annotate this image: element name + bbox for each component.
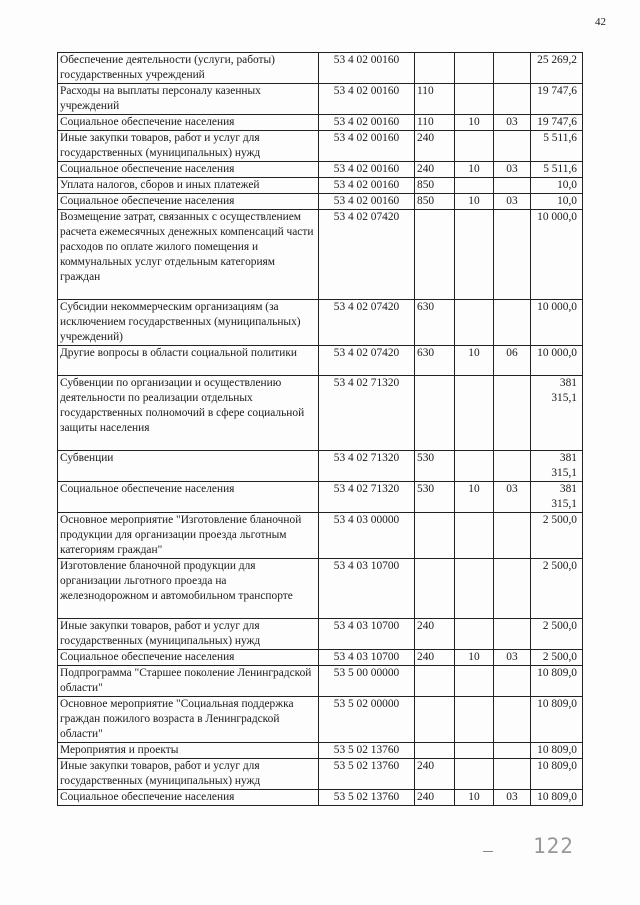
row-vr-cell [415, 513, 455, 559]
row-code-cell: 53 4 03 10700 [319, 619, 415, 650]
row-pr-cell [494, 759, 531, 790]
row-sum-cell: 2 500,0 [531, 619, 583, 650]
row-rz-cell: 10 [455, 790, 494, 806]
row-pr-cell [494, 559, 531, 619]
row-vr-cell: 240 [415, 131, 455, 162]
row-sum-cell: 5 511,6 [531, 131, 583, 162]
row-rz-cell [455, 559, 494, 619]
row-vr-cell: 850 [415, 194, 455, 210]
row-code-cell: 53 4 02 00160 [319, 131, 415, 162]
row-code-cell: 53 4 02 00160 [319, 53, 415, 84]
row-code-cell: 53 5 02 00000 [319, 697, 415, 743]
row-pr-cell [494, 210, 531, 300]
sheet-stamp: 122 [533, 834, 574, 858]
row-pr-cell: 03 [494, 482, 531, 513]
row-vr-cell [415, 559, 455, 619]
row-name-cell: Расходы на выплаты персоналу казенных учреждений [58, 84, 319, 115]
table-row [58, 743, 583, 759]
row-code-cell: 53 4 03 10700 [319, 559, 415, 619]
row-name-cell: Социальное обеспечение населения [58, 162, 319, 178]
table-row [58, 162, 583, 178]
row-vr-cell: 240 [415, 162, 455, 178]
row-name-cell: Субвенции по организации и осуществлению деятельности по реализации отдельных государственных полномочий в сфере социальной защиты населения [58, 376, 319, 451]
row-vr-cell: 110 [415, 115, 455, 131]
row-rz-cell [455, 743, 494, 759]
row-vr-cell [415, 53, 455, 84]
row-sum-cell: 19 747,6 [531, 115, 583, 131]
row-rz-cell [455, 451, 494, 482]
row-vr-cell: 630 [415, 300, 455, 346]
table-row [58, 300, 583, 346]
table-row [58, 451, 583, 482]
row-sum-cell: 381 315,1 [531, 451, 583, 482]
row-name-cell: Социальное обеспечение населения [58, 790, 319, 806]
row-rz-cell [455, 376, 494, 451]
row-code-cell: 53 4 02 07420 [319, 300, 415, 346]
row-code-cell: 53 4 02 71320 [319, 482, 415, 513]
row-sum-cell: 25 269,2 [531, 53, 583, 84]
row-sum-cell: 2 500,0 [531, 650, 583, 666]
row-sum-cell: 10 809,0 [531, 790, 583, 806]
table-row [58, 346, 583, 376]
table-row [58, 759, 583, 790]
table-row [58, 53, 583, 84]
budget-table-body [58, 53, 583, 806]
row-vr-cell: 630 [415, 346, 455, 376]
row-sum-cell: 2 500,0 [531, 559, 583, 619]
row-vr-cell [415, 697, 455, 743]
table-row [58, 210, 583, 300]
row-pr-cell [494, 666, 531, 697]
row-rz-cell: 10 [455, 650, 494, 666]
row-pr-cell: 03 [494, 115, 531, 131]
row-rz-cell [455, 759, 494, 790]
row-name-cell: Подпрограмма "Старшее поколение Ленинградской области" [58, 666, 319, 697]
row-name-cell: Основное мероприятие "Социальная поддержка граждан пожилого возраста в Ленинградской области" [58, 697, 319, 743]
row-code-cell: 53 5 02 13760 [319, 743, 415, 759]
table-row [58, 131, 583, 162]
row-name-cell: Обеспечение деятельности (услуги, работы) государственных учреждений [58, 53, 319, 84]
row-rz-cell: 10 [455, 346, 494, 376]
table-row [58, 482, 583, 513]
row-pr-cell [494, 743, 531, 759]
row-pr-cell [494, 178, 531, 194]
page-number: 42 [595, 16, 606, 28]
row-vr-cell [415, 666, 455, 697]
row-sum-cell: 10,0 [531, 178, 583, 194]
row-name-cell: Основное мероприятие "Изготовление бланочной продукции для организации проезда льготным категориям граждан" [58, 513, 319, 559]
row-code-cell: 53 4 02 00160 [319, 162, 415, 178]
row-name-cell: Иные закупки товаров, работ и услуг для государственных (муниципальных) нужд [58, 131, 319, 162]
row-sum-cell: 10 809,0 [531, 759, 583, 790]
row-code-cell: 53 5 02 13760 [319, 790, 415, 806]
row-code-cell: 53 4 02 00160 [319, 84, 415, 115]
table-row [58, 194, 583, 210]
budget-table [57, 52, 583, 806]
row-sum-cell: 381 315,1 [531, 482, 583, 513]
row-code-cell: 53 4 02 71320 [319, 451, 415, 482]
row-sum-cell: 2 500,0 [531, 513, 583, 559]
row-name-cell: Социальное обеспечение населения [58, 482, 319, 513]
row-name-cell: Мероприятия и проекты [58, 743, 319, 759]
table-row [58, 619, 583, 650]
row-code-cell: 53 5 02 13760 [319, 759, 415, 790]
row-rz-cell [455, 619, 494, 650]
row-name-cell: Другие вопросы в области социальной политики [58, 346, 319, 376]
row-sum-cell: 10 000,0 [531, 210, 583, 300]
row-pr-cell [494, 697, 531, 743]
row-pr-cell [494, 84, 531, 115]
row-sum-cell: 10 000,0 [531, 346, 583, 376]
row-rz-cell [455, 131, 494, 162]
row-code-cell: 53 4 02 00160 [319, 194, 415, 210]
row-pr-cell [494, 300, 531, 346]
row-code-cell: 53 5 00 00000 [319, 666, 415, 697]
row-rz-cell: 10 [455, 162, 494, 178]
table-row [58, 178, 583, 194]
row-code-cell: 53 4 02 00160 [319, 178, 415, 194]
row-rz-cell [455, 300, 494, 346]
row-rz-cell [455, 53, 494, 84]
row-vr-cell: 530 [415, 451, 455, 482]
footer-dash [483, 851, 493, 852]
row-sum-cell: 10 809,0 [531, 666, 583, 697]
row-vr-cell: 850 [415, 178, 455, 194]
table-row [58, 697, 583, 743]
row-pr-cell [494, 53, 531, 84]
table-row [58, 790, 583, 806]
row-sum-cell: 10 809,0 [531, 743, 583, 759]
row-rz-cell: 10 [455, 115, 494, 131]
row-rz-cell [455, 666, 494, 697]
row-name-cell: Изготовление бланочной продукции для организации льготного проезда на железнодорожном и автомобильном транспорте [58, 559, 319, 619]
row-pr-cell: 03 [494, 650, 531, 666]
row-vr-cell: 240 [415, 619, 455, 650]
row-pr-cell: 03 [494, 162, 531, 178]
row-vr-cell: 240 [415, 650, 455, 666]
row-sum-cell: 10 809,0 [531, 697, 583, 743]
row-name-cell: Возмещение затрат, связанных с осуществлением расчета ежемесячных денежных компенсаций части расходов по оплате жилого помещения и коммунальных услуг отдельным категориям граждан [58, 210, 319, 300]
table-row [58, 650, 583, 666]
row-name-cell: Уплата налогов, сборов и иных платежей [58, 178, 319, 194]
row-code-cell: 53 4 02 07420 [319, 210, 415, 300]
row-vr-cell [415, 210, 455, 300]
row-pr-cell [494, 513, 531, 559]
row-code-cell: 53 4 03 10700 [319, 650, 415, 666]
row-name-cell: Социальное обеспечение населения [58, 115, 319, 131]
row-rz-cell: 10 [455, 194, 494, 210]
row-vr-cell [415, 376, 455, 451]
row-vr-cell: 240 [415, 759, 455, 790]
row-pr-cell: 06 [494, 346, 531, 376]
row-vr-cell [415, 743, 455, 759]
row-rz-cell [455, 210, 494, 300]
row-name-cell: Иные закупки товаров, работ и услуг для государственных (муниципальных) нужд [58, 619, 319, 650]
row-code-cell: 53 4 02 00160 [319, 115, 415, 131]
row-pr-cell [494, 131, 531, 162]
row-name-cell: Социальное обеспечение населения [58, 650, 319, 666]
table-row [58, 376, 583, 451]
row-vr-cell: 110 [415, 84, 455, 115]
row-vr-cell: 240 [415, 790, 455, 806]
row-sum-cell: 381 315,1 [531, 376, 583, 451]
row-pr-cell [494, 451, 531, 482]
row-sum-cell: 19 747,6 [531, 84, 583, 115]
row-pr-cell: 03 [494, 790, 531, 806]
row-name-cell: Иные закупки товаров, работ и услуг для государственных (муниципальных) нужд [58, 759, 319, 790]
row-pr-cell [494, 619, 531, 650]
row-pr-cell [494, 376, 531, 451]
row-rz-cell [455, 84, 494, 115]
row-rz-cell [455, 178, 494, 194]
row-name-cell: Социальное обеспечение населения [58, 194, 319, 210]
row-code-cell: 53 4 03 00000 [319, 513, 415, 559]
row-rz-cell: 10 [455, 482, 494, 513]
table-row [58, 666, 583, 697]
row-name-cell: Субвенции [58, 451, 319, 482]
row-code-cell: 53 4 02 71320 [319, 376, 415, 451]
row-code-cell: 53 4 02 07420 [319, 346, 415, 376]
row-sum-cell: 10 000,0 [531, 300, 583, 346]
table-row [58, 84, 583, 115]
table-row [58, 513, 583, 559]
table-row [58, 559, 583, 619]
table-row [58, 115, 583, 131]
row-pr-cell: 03 [494, 194, 531, 210]
row-vr-cell: 530 [415, 482, 455, 513]
row-rz-cell [455, 513, 494, 559]
row-sum-cell: 5 511,6 [531, 162, 583, 178]
row-name-cell: Субсидии некоммерческим организациям (за исключением государственных (муниципальных) учреждений) [58, 300, 319, 346]
row-rz-cell [455, 697, 494, 743]
row-sum-cell: 10,0 [531, 194, 583, 210]
